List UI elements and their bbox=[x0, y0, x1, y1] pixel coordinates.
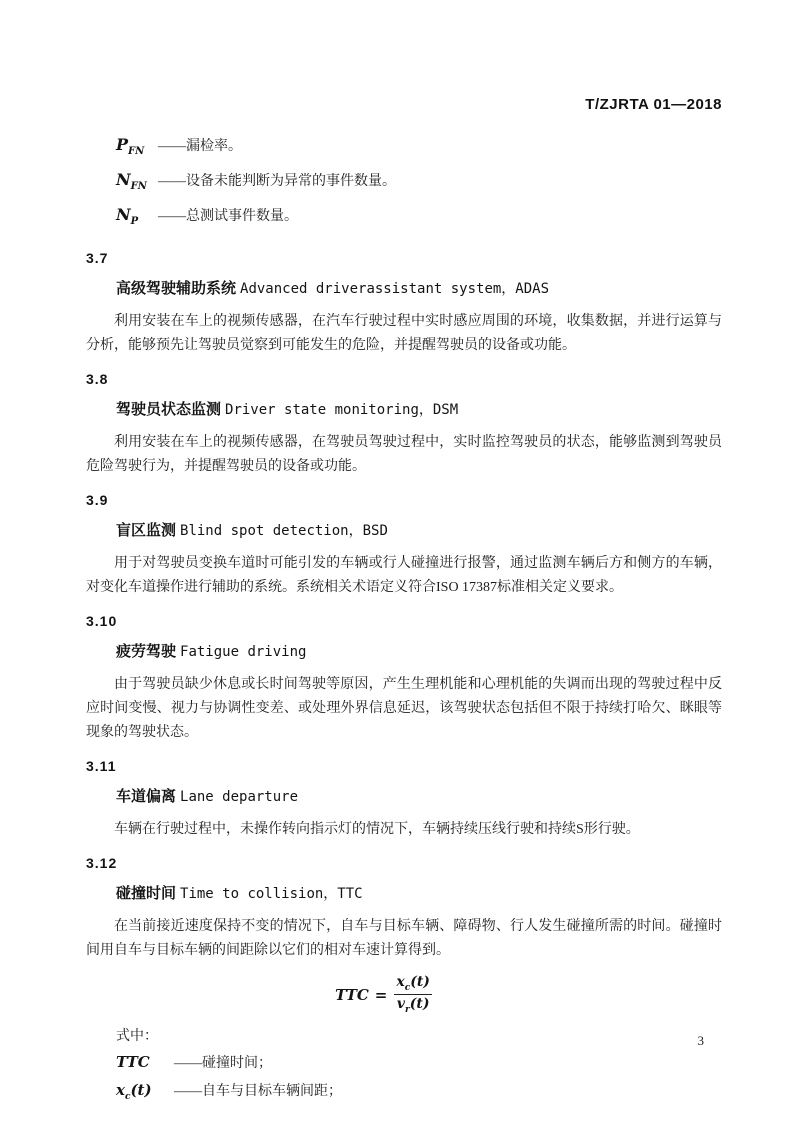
formula-definition-row bbox=[86, 1077, 722, 1111]
section-3-9 bbox=[86, 489, 722, 600]
section-body: 用于对驾驶员变换车道时可能引发的车辆或行人碰撞进行报警，通过监测车辆后方和侧方的车辆，对变化车道操作进行辅助的系统。系统相关术语定义符合ISO 17387标准相关定义要求。 bbox=[86, 555, 722, 595]
section-title-zh: 驾驶员状态监测 bbox=[116, 400, 222, 418]
definition-row bbox=[116, 201, 722, 236]
fraction-numerator: $x_c(t)$ bbox=[396, 973, 430, 993]
page-number: 3 bbox=[697, 1033, 704, 1048]
formula-def-symbol-xc: $x_c(t)$ bbox=[116, 1080, 152, 1102]
section-3-10 bbox=[86, 610, 722, 745]
where-label: 式中： bbox=[116, 1028, 158, 1044]
section-3-11 bbox=[86, 755, 722, 842]
section-body: 利用安装在车上的视频传感器，在驾驶员驾驶过程中，实时监控驾驶员的状态，能够监测到驾驶员危险驾驶行为，并提醒驾驶员的设备或功能。 bbox=[86, 434, 722, 474]
section-number: 3.12 bbox=[86, 854, 118, 871]
section-title bbox=[86, 786, 722, 808]
section-title-en: Lane departure bbox=[180, 788, 299, 805]
section-title bbox=[86, 278, 722, 300]
definition-desc: ——总测试事件数量。 bbox=[158, 209, 298, 225]
section-body: 利用安装在车上的视频传感器，在汽车行驶过程中实时感应周围的环境，收集数据，并进行运算与分析，能够预先让驾驶员觉察到可能发生的危险，并提醒驾驶员的设备或功能。 bbox=[86, 313, 722, 353]
formula-equals: = bbox=[374, 985, 388, 1004]
section-3-12 bbox=[86, 852, 722, 963]
section-body: 车辆在行驶过程中，未操作转向指示灯的情况下，车辆持续压线行驶和持续S形行驶。 bbox=[114, 821, 640, 837]
section-title-en: Advanced driverassistant system，ADAS bbox=[240, 280, 550, 297]
formula-def-desc: ——碰撞时间； bbox=[174, 1055, 272, 1071]
symbol-nfn: $N_{FN}$ bbox=[116, 170, 147, 193]
section-number: 3.8 bbox=[86, 370, 109, 387]
doc-code: T/ZJRTA 01—2018 bbox=[585, 96, 722, 113]
definition-row bbox=[116, 131, 722, 166]
symbol-np: $N_P$ bbox=[116, 205, 139, 228]
section-body: 由于驾驶员缺少休息或长时间驾驶等原因，产生生理机能和心理机能的失调而出现的驾驶过程中反应时间变慢、视力与协调性变差、或处理外界信息延迟，该驾驶状态包括但不限于持续打哈欠、眯眼等现象的驾驶状态。 bbox=[86, 676, 722, 740]
ttc-formula bbox=[86, 973, 682, 1017]
formula-def-symbol-ttc: TTC bbox=[116, 1052, 150, 1071]
symbol-definitions bbox=[86, 131, 722, 237]
definition-desc: ——设备未能判断为异常的事件数量。 bbox=[158, 174, 396, 190]
section-title-zh: 疲劳驾驶 bbox=[116, 642, 177, 660]
section-title-en: Driver state monitoring，DSM bbox=[225, 401, 459, 418]
section-title bbox=[86, 883, 722, 905]
section-3-7 bbox=[86, 247, 722, 358]
section-number: 3.10 bbox=[86, 612, 118, 629]
section-number: 3.11 bbox=[86, 757, 117, 774]
formula-fraction bbox=[393, 973, 433, 1017]
section-title bbox=[86, 641, 722, 663]
section-3-8 bbox=[86, 368, 722, 479]
section-title-zh: 高级驾驶辅助系统 bbox=[116, 279, 237, 297]
formula-def-desc: ——自车与目标车辆间距； bbox=[174, 1083, 342, 1099]
section-title bbox=[86, 399, 722, 421]
formula-definition-row bbox=[86, 1049, 722, 1077]
section-title-zh: 盲区监测 bbox=[116, 521, 177, 539]
fraction-denominator: $v_r(t)$ bbox=[394, 994, 433, 1016]
section-title-zh: 车道偏离 bbox=[116, 787, 177, 805]
definition-desc: ——漏检率。 bbox=[158, 139, 242, 154]
definition-row bbox=[116, 166, 722, 201]
section-title-zh: 碰撞时间 bbox=[116, 884, 177, 902]
symbol-pfn: $P_{FN}$ bbox=[116, 135, 145, 158]
section-title-en: Time to collision，TTC bbox=[180, 885, 363, 902]
section-number: 3.7 bbox=[86, 249, 109, 266]
section-title bbox=[86, 520, 722, 542]
section-title-en: Fatigue driving bbox=[180, 643, 307, 660]
section-number: 3.9 bbox=[86, 491, 109, 508]
formula-lhs: TTC bbox=[335, 985, 369, 1004]
section-title-en: Blind spot detection，BSD bbox=[180, 522, 388, 539]
section-body: 在当前接近速度保持不变的情况下，自车与目标车辆、障碍物、行人发生碰撞所需的时间。碰撞时间用自车与目标车辆的间距除以它们的相对车速计算得到。 bbox=[86, 918, 722, 958]
